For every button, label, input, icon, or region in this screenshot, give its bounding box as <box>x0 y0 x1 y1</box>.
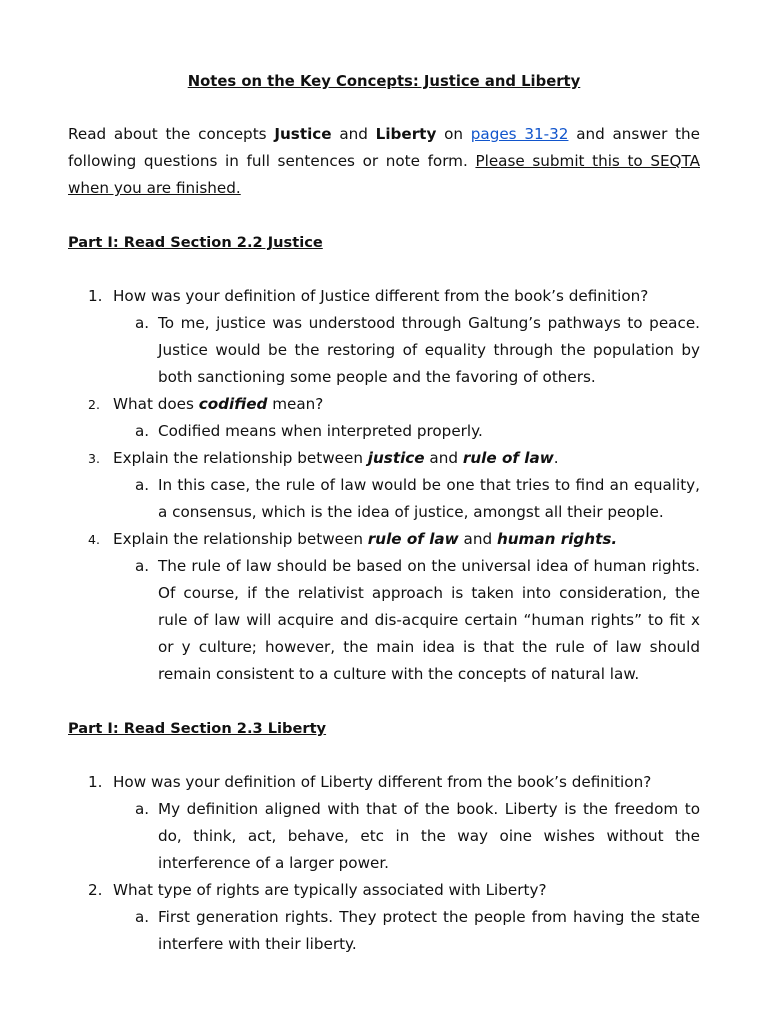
intro-paragraph <box>68 121 700 202</box>
liberty-question-list <box>68 769 700 958</box>
answer-list <box>113 472 700 526</box>
answer-text: In this case, the rule of law would be one that tries to find an equality, a consensus, which is the idea of justice, amongst all their people. <box>158 476 700 521</box>
question-text <box>113 449 559 467</box>
answer-item <box>113 796 700 877</box>
question-emphasis: rule of law <box>367 530 459 548</box>
question-text-part: . <box>553 449 559 467</box>
answer-text: First generation rights. They protect the people from having the state interfere with their liberty. <box>158 908 700 953</box>
question-number: 4. <box>88 532 100 547</box>
answer-item <box>113 310 700 391</box>
question-emphasis: codified <box>198 395 268 413</box>
answer-item <box>113 904 700 958</box>
page-title: Notes on the Key Concepts: Justice and Liberty <box>187 73 581 90</box>
section-heading-justice: Part I: Read Section 2.2 Justice <box>68 234 323 251</box>
question-text-part: mean? <box>267 395 324 413</box>
answer-label: a. <box>135 314 150 332</box>
question-emphasis: justice <box>367 449 425 467</box>
submit-instruction: Please submit this to SEQTA when you are finished. <box>68 152 700 197</box>
answer-label: a. <box>135 908 150 926</box>
question-text <box>113 530 617 548</box>
answer-item <box>113 553 700 688</box>
section-heading-liberty: Part I: Read Section 2.3 Liberty <box>68 720 327 737</box>
intro-liberty: Liberty <box>375 125 437 143</box>
question-item <box>68 391 700 445</box>
answer-item <box>113 418 700 445</box>
question-text: What type of rights are typically associated with Liberty? <box>113 881 547 899</box>
pages-link[interactable]: pages 31-32 <box>470 125 569 143</box>
intro-text: on <box>436 125 471 143</box>
answer-label: a. <box>135 476 150 494</box>
question-number: 2. <box>88 397 100 412</box>
question-text: How was your definition of Liberty different from the book’s definition? <box>113 773 652 791</box>
answer-item <box>113 472 700 526</box>
justice-question-list <box>68 283 700 688</box>
answer-text: To me, justice was understood through Galtung’s pathways to peace. Justice would be the restoring of equality through the population by both sanctioning some people and the favoring of others. <box>158 314 700 386</box>
intro-text: and answer the following questions in full sentences or note form. <box>68 125 701 170</box>
answer-label: a. <box>135 557 150 575</box>
question-emphasis: human rights. <box>496 530 618 548</box>
question-number: 1. <box>88 287 103 305</box>
document-page <box>68 68 700 958</box>
answer-list <box>113 553 700 688</box>
answer-list <box>113 310 700 391</box>
question-text-part: Explain the relationship between <box>113 449 368 467</box>
question-number: 3. <box>88 451 100 466</box>
answer-label: a. <box>135 800 150 818</box>
answer-list <box>113 418 700 445</box>
question-text-part: and <box>424 449 463 467</box>
question-item <box>68 283 700 391</box>
answer-text: The rule of law should be based on the universal idea of human rights. Of course, if the relativist approach is taken into consideration, the rule of law will acquire and dis-acquire certain “human rights” to fit x or y culture; however, the main idea is that the rule of law should remain consistent to a culture with the concepts of natural law. <box>158 557 700 683</box>
question-text <box>113 395 323 413</box>
answer-label: a. <box>135 422 150 440</box>
question-text-part: Explain the relationship between <box>113 530 368 548</box>
question-emphasis: rule of law <box>462 449 554 467</box>
question-item <box>68 769 700 877</box>
answer-list <box>113 904 700 958</box>
question-item <box>68 526 700 688</box>
answer-text: Codified means when interpreted properly. <box>158 422 483 440</box>
question-number: 1. <box>88 773 103 791</box>
answer-list <box>113 796 700 877</box>
question-text-part: and <box>458 530 497 548</box>
intro-justice: Justice <box>274 125 332 143</box>
intro-text: Read about the concepts <box>68 125 275 143</box>
question-text-part: What does <box>113 395 199 413</box>
intro-text: and <box>331 125 376 143</box>
question-item <box>68 877 700 958</box>
answer-text: My definition aligned with that of the book. Liberty is the freedom to do, think, act, behave, etc in the way oine wishes without the interference of a larger power. <box>158 800 700 872</box>
question-item <box>68 445 700 526</box>
question-number: 2. <box>88 881 103 899</box>
question-text: How was your definition of Justice different from the book’s definition? <box>113 287 649 305</box>
